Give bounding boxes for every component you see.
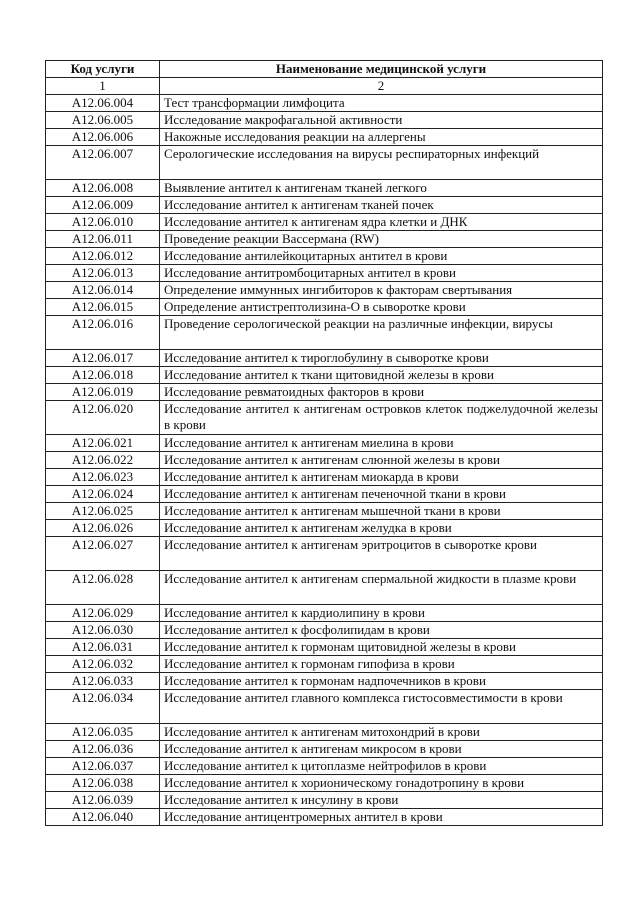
service-name-cell: Серологические исследования на вирусы респираторных инфекций bbox=[160, 146, 603, 180]
table-row bbox=[46, 265, 603, 282]
table-row bbox=[46, 248, 603, 265]
service-code-cell: A12.06.039 bbox=[46, 792, 160, 809]
service-code-cell: A12.06.018 bbox=[46, 367, 160, 384]
table-row bbox=[46, 571, 603, 605]
service-name-cell: Исследование антител к антигенам мышечной ткани в крови bbox=[160, 503, 603, 520]
service-name-cell: Исследование антител к ткани щитовидной железы в крови bbox=[160, 367, 603, 384]
table-row bbox=[46, 146, 603, 180]
service-name-cell: Выявление антител к антигенам тканей легкого bbox=[160, 180, 603, 197]
table-row bbox=[46, 112, 603, 129]
service-code-cell: A12.06.040 bbox=[46, 809, 160, 826]
service-name-cell: Накожные исследования реакции на аллергены bbox=[160, 129, 603, 146]
table-row bbox=[46, 180, 603, 197]
table-row bbox=[46, 605, 603, 622]
service-code-cell: A12.06.035 bbox=[46, 724, 160, 741]
table-row bbox=[46, 282, 603, 299]
table-row bbox=[46, 775, 603, 792]
table-row bbox=[46, 129, 603, 146]
service-code-cell: A12.06.025 bbox=[46, 503, 160, 520]
table-row bbox=[46, 350, 603, 367]
service-name-cell: Исследование антител к антигенам слюнной железы в крови bbox=[160, 452, 603, 469]
service-code-cell: A12.06.007 bbox=[46, 146, 160, 180]
table-row bbox=[46, 316, 603, 350]
service-code-cell: A12.06.006 bbox=[46, 129, 160, 146]
service-name-cell: Исследование антител к хорионическому гонадотропину в крови bbox=[160, 775, 603, 792]
table-row bbox=[46, 690, 603, 724]
service-name-cell: Исследование макрофагальной активности bbox=[160, 112, 603, 129]
table-row bbox=[46, 639, 603, 656]
table-row bbox=[46, 741, 603, 758]
service-code-cell: A12.06.028 bbox=[46, 571, 160, 605]
service-name-cell: Тест трансформации лимфоцита bbox=[160, 95, 603, 112]
service-code-cell: A12.06.012 bbox=[46, 248, 160, 265]
service-name-cell: Исследование антител к гормонам гипофиза в крови bbox=[160, 656, 603, 673]
table-row bbox=[46, 435, 603, 452]
service-code-cell: A12.06.027 bbox=[46, 537, 160, 571]
table-row bbox=[46, 809, 603, 826]
service-name-cell: Исследование антител к антигенам эритроцитов в сыворотке крови bbox=[160, 537, 603, 571]
service-name-cell: Исследование антител к фосфолипидам в крови bbox=[160, 622, 603, 639]
service-code-cell: A12.06.021 bbox=[46, 435, 160, 452]
medical-services-table bbox=[45, 60, 603, 826]
service-code-cell: A12.06.019 bbox=[46, 384, 160, 401]
table-row bbox=[46, 469, 603, 486]
service-code-cell: A12.06.016 bbox=[46, 316, 160, 350]
service-name-cell: Проведение серологической реакции на различные инфекции, вирусы bbox=[160, 316, 603, 350]
table-row bbox=[46, 367, 603, 384]
table-row bbox=[46, 384, 603, 401]
table-row bbox=[46, 758, 603, 775]
table-header-row bbox=[46, 61, 603, 78]
service-name-cell: Исследование антилейкоцитарных антител в крови bbox=[160, 248, 603, 265]
service-code-cell: A12.06.037 bbox=[46, 758, 160, 775]
service-code-cell: A12.06.030 bbox=[46, 622, 160, 639]
service-name-cell: Исследование антител к антигенам желудка в крови bbox=[160, 520, 603, 537]
table-row bbox=[46, 673, 603, 690]
service-name-cell: Исследование антител к антигенам миокарда в крови bbox=[160, 469, 603, 486]
column-number-row bbox=[46, 78, 603, 95]
service-name-cell: Исследование антител к инсулину в крови bbox=[160, 792, 603, 809]
service-code-cell: A12.06.004 bbox=[46, 95, 160, 112]
service-code-cell: A12.06.013 bbox=[46, 265, 160, 282]
service-name-cell: Исследование антител к кардиолипину в крови bbox=[160, 605, 603, 622]
table-row bbox=[46, 299, 603, 316]
service-name-cell: Исследование антител к гормонам щитовидной железы в крови bbox=[160, 639, 603, 656]
service-name-cell: Проведение реакции Вассермана (RW) bbox=[160, 231, 603, 248]
table-row bbox=[46, 95, 603, 112]
table-row bbox=[46, 520, 603, 537]
service-code-cell: A12.06.029 bbox=[46, 605, 160, 622]
header-service-name: Наименование медицинской услуги bbox=[160, 61, 603, 78]
table-row bbox=[46, 622, 603, 639]
service-name-cell: Исследование антител к антигенам островков клеток поджелудочной железы в крови bbox=[160, 401, 603, 435]
table-row bbox=[46, 792, 603, 809]
service-code-cell: A12.06.008 bbox=[46, 180, 160, 197]
service-name-cell: Исследование антител к антигенам тканей почек bbox=[160, 197, 603, 214]
service-code-cell: A12.06.031 bbox=[46, 639, 160, 656]
column-number-2: 2 bbox=[160, 78, 603, 95]
service-code-cell: A12.06.033 bbox=[46, 673, 160, 690]
service-code-cell: A12.06.009 bbox=[46, 197, 160, 214]
service-code-cell: A12.06.015 bbox=[46, 299, 160, 316]
service-code-cell: A12.06.017 bbox=[46, 350, 160, 367]
service-name-cell: Исследование антител к антигенам спермальной жидкости в плазме крови bbox=[160, 571, 603, 605]
service-name-cell: Исследование антител к гормонам надпочечников в крови bbox=[160, 673, 603, 690]
service-code-cell: A12.06.024 bbox=[46, 486, 160, 503]
table-row bbox=[46, 656, 603, 673]
column-number-1: 1 bbox=[46, 78, 160, 95]
service-code-cell: A12.06.034 bbox=[46, 690, 160, 724]
service-name-cell: Исследование антител к тироглобулину в сыворотке крови bbox=[160, 350, 603, 367]
service-name-cell: Определение антистрептолизина-О в сыворотке крови bbox=[160, 299, 603, 316]
service-code-cell: A12.06.026 bbox=[46, 520, 160, 537]
service-code-cell: A12.06.020 bbox=[46, 401, 160, 435]
table-row bbox=[46, 231, 603, 248]
service-name-cell: Исследование антител главного комплекса гистосовместимости в крови bbox=[160, 690, 603, 724]
service-code-cell: A12.06.010 bbox=[46, 214, 160, 231]
table-row bbox=[46, 724, 603, 741]
service-code-cell: A12.06.014 bbox=[46, 282, 160, 299]
service-code-cell: A12.06.023 bbox=[46, 469, 160, 486]
service-name-cell: Исследование антител к антигенам печеночной ткани в крови bbox=[160, 486, 603, 503]
service-name-cell: Исследование ревматоидных факторов в крови bbox=[160, 384, 603, 401]
service-code-cell: A12.06.022 bbox=[46, 452, 160, 469]
service-code-cell: A12.06.005 bbox=[46, 112, 160, 129]
service-code-cell: A12.06.036 bbox=[46, 741, 160, 758]
table-row bbox=[46, 503, 603, 520]
service-code-cell: A12.06.011 bbox=[46, 231, 160, 248]
table-row bbox=[46, 486, 603, 503]
table-body bbox=[46, 95, 603, 826]
service-name-cell: Исследование антител к антигенам микросом в крови bbox=[160, 741, 603, 758]
table-row bbox=[46, 452, 603, 469]
table-row bbox=[46, 214, 603, 231]
service-name-cell: Исследование антител к антигенам митохондрий в крови bbox=[160, 724, 603, 741]
table-row bbox=[46, 537, 603, 571]
service-name-cell: Исследование антицентромерных антител в крови bbox=[160, 809, 603, 826]
service-name-cell: Исследование антител к антигенам миелина в крови bbox=[160, 435, 603, 452]
table-row bbox=[46, 401, 603, 435]
table-row bbox=[46, 197, 603, 214]
service-code-cell: A12.06.038 bbox=[46, 775, 160, 792]
header-service-code: Код услуги bbox=[46, 61, 160, 78]
service-name-cell: Исследование антител к цитоплазме нейтрофилов в крови bbox=[160, 758, 603, 775]
service-name-cell: Исследование антител к антигенам ядра клетки и ДНК bbox=[160, 214, 603, 231]
service-name-cell: Определение иммунных ингибиторов к факторам свертывания bbox=[160, 282, 603, 299]
service-code-cell: A12.06.032 bbox=[46, 656, 160, 673]
service-name-cell: Исследование антитромбоцитарных антител в крови bbox=[160, 265, 603, 282]
